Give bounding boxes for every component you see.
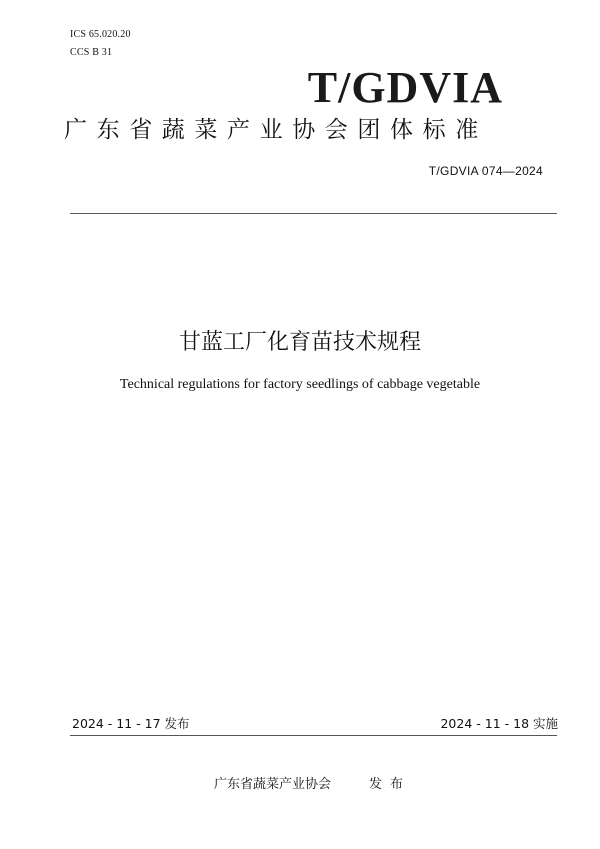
document-title-chinese: 甘蓝工厂化育苗技术规程 bbox=[178, 330, 421, 355]
document-title-english: Technical regulations for factory seedlings of cabbage vegetable bbox=[119, 377, 481, 392]
issue-label: 发布 bbox=[369, 777, 412, 792]
ics-code: ICS 65.020.20 bbox=[70, 29, 131, 40]
ccs-code: CCS B 31 bbox=[70, 47, 113, 58]
bottom-divider bbox=[70, 735, 557, 736]
issuer-name: 广东省蔬菜产业协会 bbox=[214, 777, 332, 792]
standard-logo: T/GDVIA bbox=[307, 63, 503, 112]
org-standard-heading: 广东省蔬菜产业协会团体标准 bbox=[64, 117, 488, 143]
top-divider bbox=[70, 213, 557, 214]
standard-number: T/GDVIA 074—2024 bbox=[428, 164, 543, 178]
publish-date: 2024 - 11 - 17 发布 bbox=[72, 716, 190, 731]
implement-date: 2024 - 11 - 18 实施 bbox=[440, 716, 558, 731]
